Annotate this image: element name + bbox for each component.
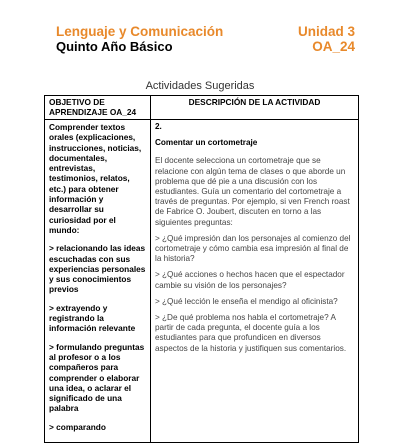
objective-column-header: OBJETIVO DE APRENDIZAJE OA_24 [45,96,151,120]
objective-item: > formulando preguntas al profesor o a los compañeros para comprender o elaborar una idea, o aclarar el significado de una palabra [49,341,145,414]
header-left [56,24,223,55]
activity-title: Comentar un cortometraje [155,138,258,148]
objective-code: OA_24 [312,39,355,54]
description-cell [151,120,359,443]
objective-item: > relacionando las ideas escuchadas con sus experiencias personales y sus conocimientos previos [49,243,146,295]
activity-paragraph: El docente selecciona un cortometraje que se relacione con algún tema de clases o que aborde un problema que dé pie a una discusión con los estudiantes. Guía un comentario del cortometraje a través de preguntas. Por ejemplo, si ven French roast de Fabrice O. Joubert, discuten en torno a las siguientes preguntas: [155,156,350,227]
activity-question: > ¿Qué impresión dan los personajes al comienzo del cortometraje y cómo cambia esa impresión al final de la historia? [155,233,351,264]
header-right [298,24,355,54]
table-header-row [45,96,359,120]
objective-cell [45,120,151,443]
unit-title: Unidad 3 [297,24,355,39]
section-title: Actividades Sugeridas [145,80,255,92]
document-header [56,24,355,58]
objective-item: > comparando [49,421,106,432]
objective-item: > extrayendo y registrando la información relevante [49,302,136,334]
activity-question: > ¿De qué problema nos habla el cortometraje? A partir de cada pregunta, el docente guía a los estudiantes para que profundicen en diversos aspectos de la historia y justifiquen sus comentarios. [155,313,347,353]
subject-title: Lenguaje y Comunicación [56,24,224,39]
description-column-header: DESCRIPCIÓN DE LA ACTIVIDAD [151,96,359,120]
activity-question: > ¿Qué acciones o hechos hacen que el espectador cambie su visión de los personajes? [155,270,345,290]
activity-question: > ¿Qué lección le enseña el mendigo al oficinista? [155,296,338,306]
table-row [45,120,359,443]
grade-title: Quinto Año Básico [56,39,173,54]
activities-table [44,95,359,443]
objective-intro: Comprender textos orales (explicaciones, instrucciones, noticias, documentales, entrevistas, testimonios, relatos, etc.) para obtener información y desarrollar su curiosidad por el mundo: [49,122,142,235]
activity-number: 2. [155,122,162,131]
